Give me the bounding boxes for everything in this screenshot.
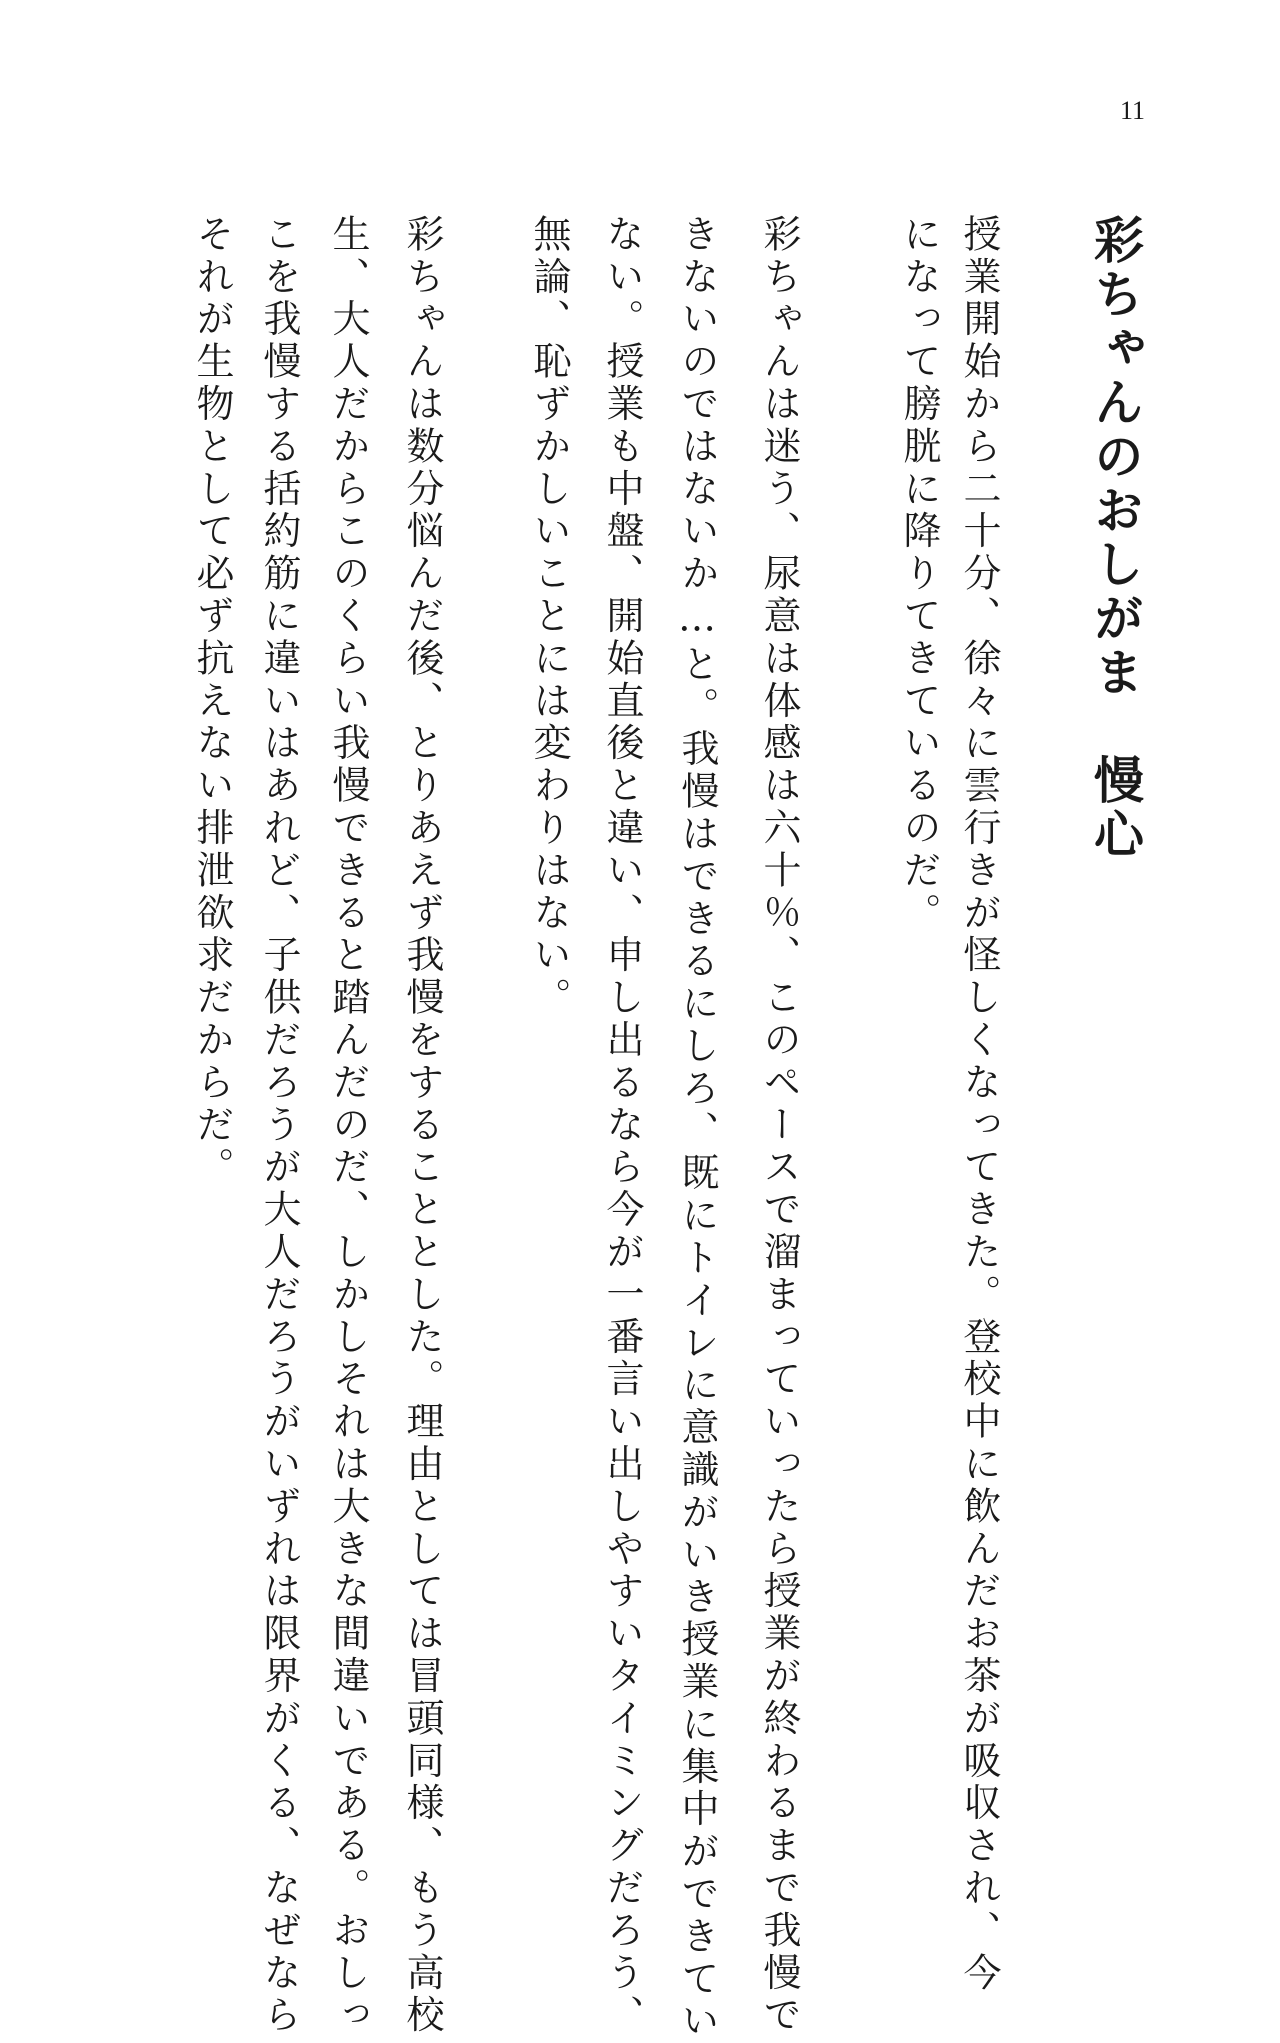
body-line: 彩ちゃんは迷う、尿意は体感は六十％、このペースで溜まっていったら授業が終わるまで我慢で (757, 214, 801, 2038)
page-number: 11 (1120, 96, 1146, 125)
body-line: それが生物として必ず抗えない排泄欲求だからだ。 (190, 214, 234, 1190)
body-line: 無論、恥ずかしいことには変わりはない。 (527, 214, 571, 1020)
body-line: ない。授業も中盤、開始直後と違い、申し出るなら今が一番言い出しやすいタイミングだろう、 (600, 214, 644, 2038)
chapter-title: 彩ちゃんのおしがま 慢心 (1086, 214, 1145, 862)
body-line: きないのではないか…と。我慢はできるにしろ、既にトイレに意識がいき授業に集中ができてい (675, 214, 719, 2043)
body-line: 彩ちゃんは数分悩んだ後、とりあえず我慢をすることとした。理由としては冒頭同様、もう高校 (400, 214, 444, 2038)
body-line: こを我慢する括約筋に違いはあれど、子供だろうが大人だろうがいずれは限界がくる、なぜなら (257, 214, 301, 2038)
body-line: 授業開始から二十分、徐々に雲行きが怪しくなってきた。登校中に飲んだお茶が吸収され、今 (957, 214, 1001, 1995)
body-line: になって膀胱に降りてきているのだ。 (897, 214, 941, 935)
body-line: 生、大人だからこのくらい我慢できると踏んだのだ、しかしそれは大きな間違いである。おしっ (326, 214, 370, 2038)
